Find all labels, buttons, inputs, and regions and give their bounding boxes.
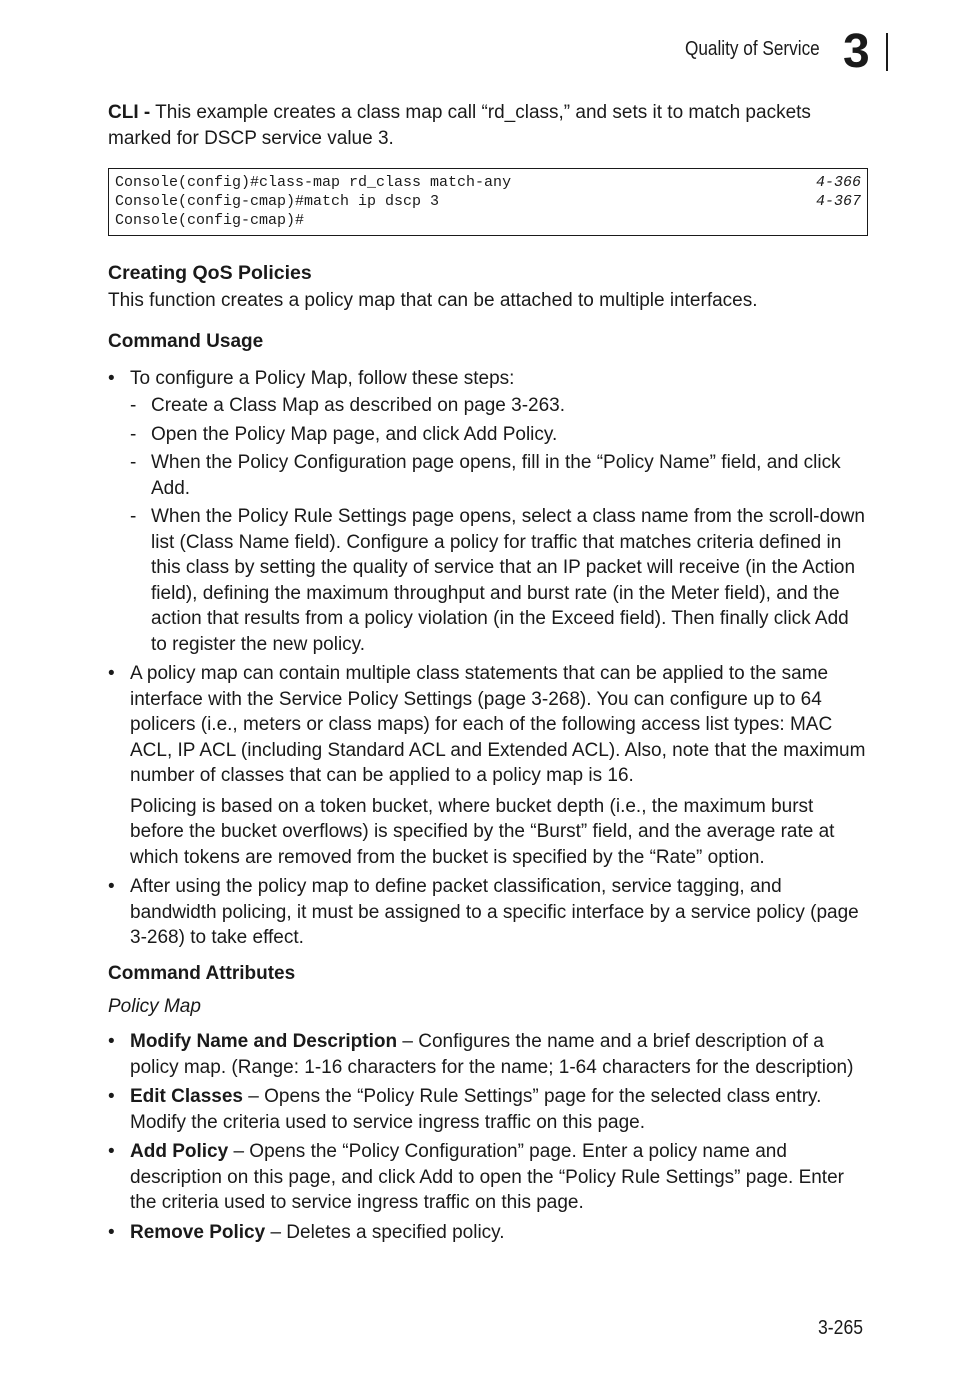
chapter-divider — [886, 33, 888, 71]
code-line — [115, 173, 861, 192]
steps-list — [130, 393, 868, 657]
usage-bullet — [108, 366, 868, 658]
chapter-number: 3 — [843, 25, 870, 78]
attribute-desc: – Deletes a specified policy. — [265, 1221, 505, 1243]
usage-bullet — [108, 661, 868, 870]
code-example — [108, 168, 868, 236]
attribute-item — [108, 1220, 868, 1246]
step-item: - When the Policy Configuration page opens, fill in the “Policy Name” field, and click Add. — [130, 450, 868, 501]
running-header-title: Quality of Service — [685, 38, 820, 60]
attribute-term: Remove Policy — [130, 1221, 266, 1243]
code-line — [115, 211, 861, 230]
step-item: - Create a Class Map as described on page 3-263. — [130, 393, 868, 419]
command-attributes-heading: Command Attributes — [108, 962, 296, 984]
usage-bullet-text: After using the policy map to define packet classification, service tagging, and bandwidth policing, it must be assigned to a specific interface by a service policy (page 3-268) to take effect. — [130, 876, 859, 948]
section-title: Creating QoS Policies — [108, 262, 312, 284]
step-item: - When the Policy Rule Settings page opens, select a class name from the scroll-down list (Class Name field). Configure a policy for traffic that matches criteria defined in this class by setting the quality of service that an IP packet will receive (in the Action field), defining the maximum throughput and burst rate (in the Meter field), and the action that results from a policy violation (in the Exceed field). Then finally click Add to register the new policy. — [130, 504, 868, 657]
attribute-term: Edit Classes — [130, 1086, 243, 1107]
code-command: Console(config)#class-map rd_class match-any — [115, 174, 512, 191]
code-line — [115, 192, 861, 211]
step-item: - Open the Policy Map page, and click Add Policy. — [130, 422, 868, 448]
usage-bullet-text: • A policy map can contain multiple class statements that can be applied to the same interface with the Service Policy Settings (page 3-268). You can configure up to 64 policers (i.e., meters or class maps) for each of the following access list types: MAC ACL, IP ACL (including Standard ACL and Extended ACL). Also, note that the maximum number of classes that can be applied to a policy map is 16. — [130, 663, 866, 786]
usage-list — [108, 366, 868, 951]
attribute-desc: – Opens the “Policy Configuration” page. Enter a policy name and description on this page, and click Add to open the “Policy Rule Settings” page. Enter the criteria used to service ingress traffic on this page. — [130, 1141, 844, 1213]
attribute-item — [108, 1084, 868, 1135]
code-page-ref: 4-366 — [815, 174, 861, 191]
attribute-term: Add Policy — [130, 1141, 229, 1162]
section-intro: This function creates a policy map that can be attached to multiple interfaces. — [108, 290, 758, 311]
attribute-desc: – Configures the name and a brief description of a policy map. (Range: 1-16 characters for the name; 1-64 characters for the description) — [130, 1031, 854, 1078]
policy-map-subheading: Policy Map — [108, 995, 201, 1017]
cli-label: CLI - — [108, 102, 151, 123]
page-content — [108, 100, 868, 1249]
code-command: Console(config-cmap)# — [115, 212, 305, 229]
attributes-list — [108, 1029, 868, 1245]
cli-intro — [108, 100, 868, 151]
command-usage-heading: Command Usage — [108, 330, 264, 352]
usage-bullet — [108, 874, 868, 951]
cli-text: This example creates a class map call “rd_class,” and sets it to match packets marked for DSCP service value 3. — [108, 102, 811, 149]
page-header — [0, 25, 954, 80]
attribute-desc: – Opens the “Policy Rule Settings” page for the selected class entry. Modify the criteria used to service ingress traffic on this page. — [130, 1086, 822, 1133]
attribute-item — [108, 1029, 868, 1080]
usage-bullet-paragraph: Policing is based on a token bucket, where bucket depth (i.e., the maximum burst before the bucket overflows) is specified by the “Burst” field, and the average rate at which tokens are removed from the bucket is specified by the “Rate” option. — [130, 795, 835, 868]
code-page-ref: 4-367 — [815, 193, 861, 210]
page-number: 3-265 — [818, 1317, 864, 1339]
attribute-item — [108, 1139, 868, 1216]
usage-bullet-text: To configure a Policy Map, follow these steps: — [130, 367, 515, 389]
code-command: Console(config-cmap)#match ip dscp 3 — [115, 193, 440, 210]
attribute-term: Modify Name and Description — [130, 1031, 398, 1052]
